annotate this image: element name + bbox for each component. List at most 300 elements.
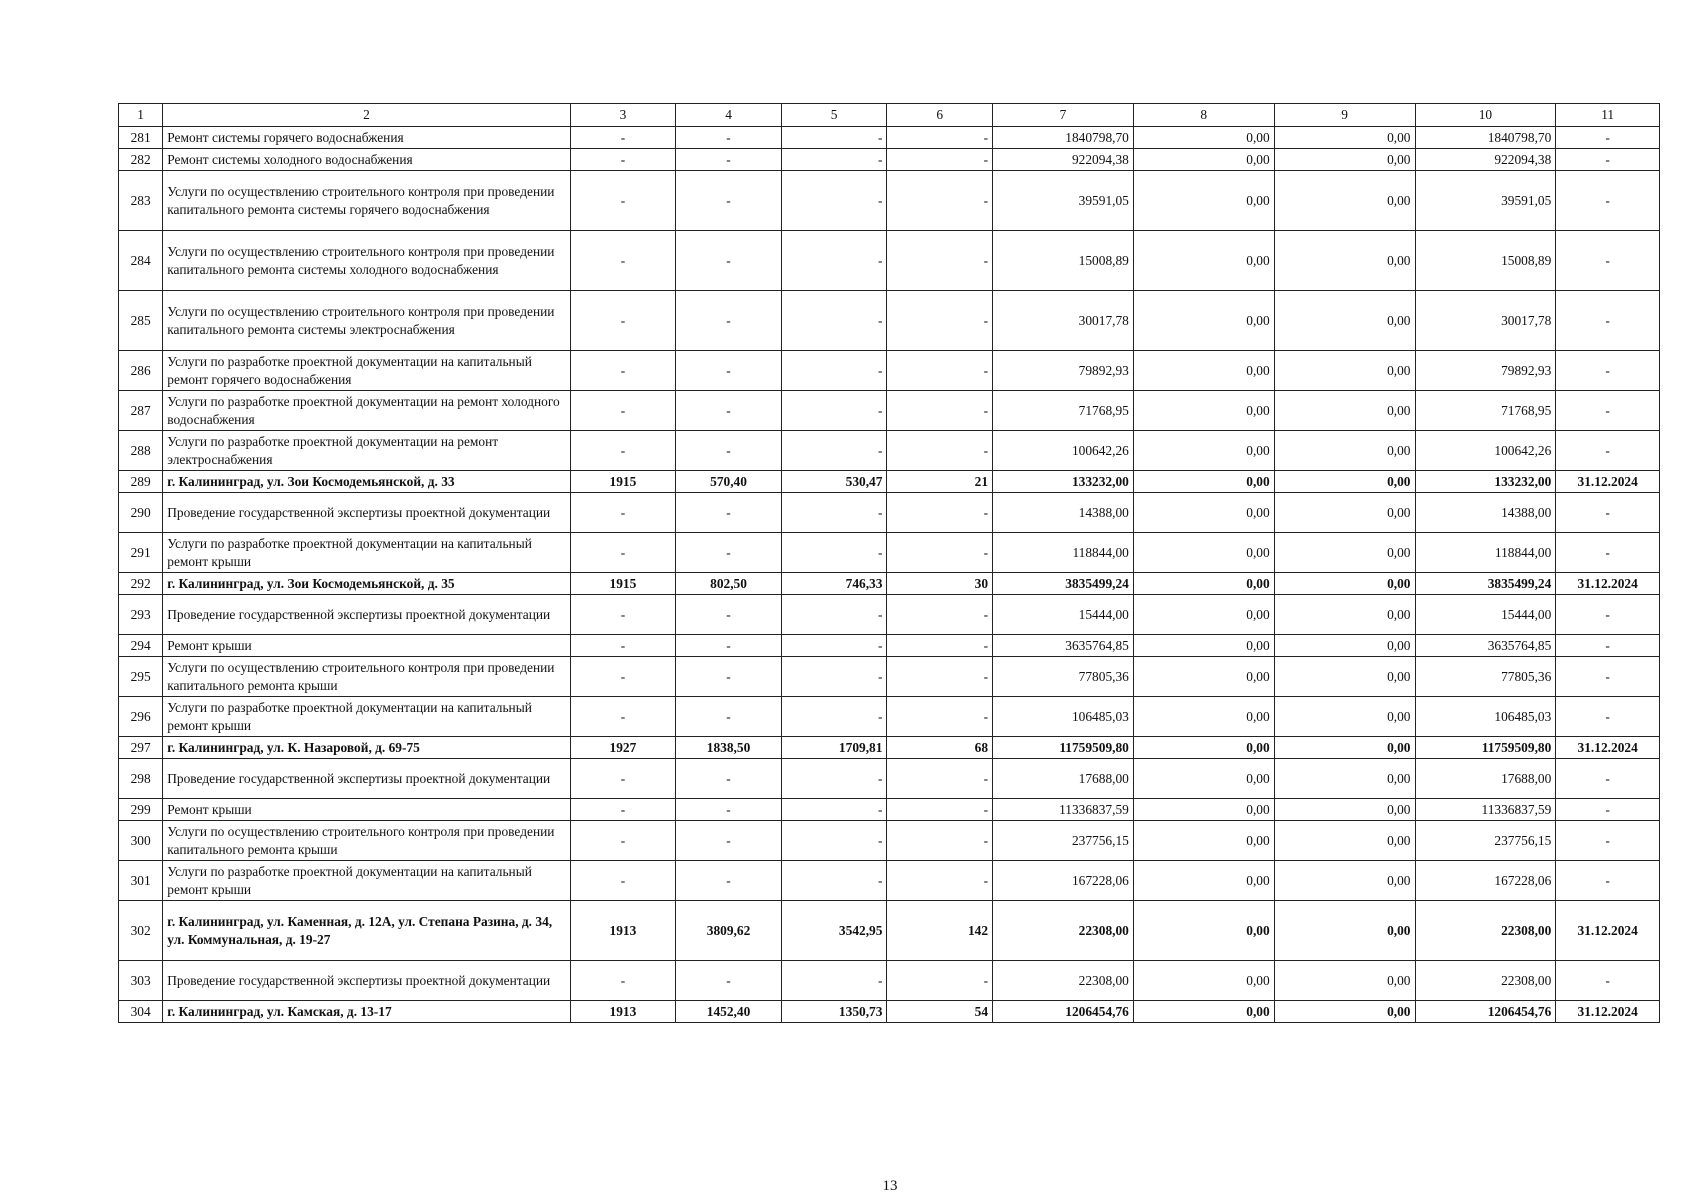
cost-total-cell: 118844,00	[993, 533, 1134, 573]
budget-cell: 0,00	[1274, 149, 1415, 171]
row-number-cell: 287	[119, 391, 163, 431]
year-cell: -	[570, 431, 676, 471]
year-cell: -	[570, 635, 676, 657]
fund-cell: 0,00	[1133, 901, 1274, 961]
total-area-cell: -	[676, 533, 782, 573]
table-row	[119, 901, 1660, 961]
residents-cell: -	[887, 759, 993, 799]
name-cell: Услуги по разработке проектной документации на капитальный ремонт крыши	[163, 697, 570, 737]
year-cell: -	[570, 127, 676, 149]
table-row	[119, 149, 1660, 171]
budget-cell: 0,00	[1274, 171, 1415, 231]
name-cell: Ремонт крыши	[163, 799, 570, 821]
cost-total-cell: 39591,05	[993, 171, 1134, 231]
budget-cell: 0,00	[1274, 471, 1415, 493]
total-area-cell: -	[676, 231, 782, 291]
cost-total-cell: 922094,38	[993, 149, 1134, 171]
table-row	[119, 595, 1660, 635]
owners-funds-cell: 71768,95	[1415, 391, 1556, 431]
cost-total-cell: 15444,00	[993, 595, 1134, 635]
name-cell: Услуги по осуществлению строительного контроля при проведении капитального ремонта крыши	[163, 821, 570, 861]
cost-total-cell: 11759509,80	[993, 737, 1134, 759]
table-row	[119, 493, 1660, 533]
owners-funds-cell: 15008,89	[1415, 231, 1556, 291]
total-area-cell: 570,40	[676, 471, 782, 493]
deadline-cell: -	[1556, 635, 1660, 657]
total-area-cell: -	[676, 635, 782, 657]
year-cell: -	[570, 533, 676, 573]
budget-cell: 0,00	[1274, 961, 1415, 1001]
name-cell: Услуги по разработке проектной документации на капитальный ремонт крыши	[163, 861, 570, 901]
cost-total-cell: 1840798,70	[993, 127, 1134, 149]
residents-cell: 21	[887, 471, 993, 493]
cost-total-cell: 22308,00	[993, 901, 1134, 961]
deadline-cell: -	[1556, 171, 1660, 231]
owners-funds-cell: 133232,00	[1415, 471, 1556, 493]
name-cell: г. Калининград, ул. Зои Космодемьянской, д. 33	[163, 471, 570, 493]
budget-cell: 0,00	[1274, 493, 1415, 533]
living-area-cell: 1709,81	[781, 737, 887, 759]
name-cell: Услуги по разработке проектной документации на капитальный ремонт крыши	[163, 533, 570, 573]
budget-cell: 0,00	[1274, 127, 1415, 149]
row-number-cell: 288	[119, 431, 163, 471]
name-cell: Услуги по осуществлению строительного контроля при проведении капитального ремонта крыши	[163, 657, 570, 697]
fund-cell: 0,00	[1133, 861, 1274, 901]
row-number-cell: 302	[119, 901, 163, 961]
owners-funds-cell: 15444,00	[1415, 595, 1556, 635]
owners-funds-cell: 22308,00	[1415, 961, 1556, 1001]
year-cell: -	[570, 171, 676, 231]
owners-funds-cell: 1206454,76	[1415, 1001, 1556, 1023]
total-area-cell: 802,50	[676, 573, 782, 595]
owners-funds-cell: 3835499,24	[1415, 573, 1556, 595]
year-cell: -	[570, 391, 676, 431]
owners-funds-cell: 30017,78	[1415, 291, 1556, 351]
fund-cell: 0,00	[1133, 595, 1274, 635]
year-cell: -	[570, 799, 676, 821]
header-row	[119, 104, 1660, 127]
fund-cell: 0,00	[1133, 149, 1274, 171]
owners-funds-cell: 11759509,80	[1415, 737, 1556, 759]
fund-cell: 0,00	[1133, 821, 1274, 861]
year-cell: 1913	[570, 901, 676, 961]
budget-cell: 0,00	[1274, 1001, 1415, 1023]
cost-total-cell: 237756,15	[993, 821, 1134, 861]
fund-cell: 0,00	[1133, 657, 1274, 697]
owners-funds-cell: 100642,26	[1415, 431, 1556, 471]
table-row	[119, 431, 1660, 471]
table-row	[119, 799, 1660, 821]
living-area-cell: -	[781, 595, 887, 635]
header-cell: 8	[1133, 104, 1274, 127]
row-number-cell: 283	[119, 171, 163, 231]
owners-funds-cell: 17688,00	[1415, 759, 1556, 799]
deadline-cell: 31.12.2024	[1556, 1001, 1660, 1023]
cost-total-cell: 17688,00	[993, 759, 1134, 799]
name-cell: Услуги по разработке проектной документации на ремонт холодного водоснабжения	[163, 391, 570, 431]
living-area-cell: -	[781, 291, 887, 351]
row-number-cell: 303	[119, 961, 163, 1001]
cost-total-cell: 167228,06	[993, 861, 1134, 901]
residents-cell: -	[887, 657, 993, 697]
table-row	[119, 291, 1660, 351]
deadline-cell: -	[1556, 533, 1660, 573]
residents-cell: -	[887, 697, 993, 737]
header-cell: 1	[119, 104, 163, 127]
fund-cell: 0,00	[1133, 127, 1274, 149]
residents-cell: 30	[887, 573, 993, 595]
deadline-cell: -	[1556, 291, 1660, 351]
cost-total-cell: 3835499,24	[993, 573, 1134, 595]
table-row	[119, 391, 1660, 431]
deadline-cell: -	[1556, 493, 1660, 533]
living-area-cell: 746,33	[781, 573, 887, 595]
fund-cell: 0,00	[1133, 737, 1274, 759]
fund-cell: 0,00	[1133, 351, 1274, 391]
name-cell: Проведение государственной экспертизы проектной документации	[163, 961, 570, 1001]
owners-funds-cell: 3635764,85	[1415, 635, 1556, 657]
deadline-cell: -	[1556, 861, 1660, 901]
cost-total-cell: 133232,00	[993, 471, 1134, 493]
fund-cell: 0,00	[1133, 171, 1274, 231]
living-area-cell: -	[781, 533, 887, 573]
table-row	[119, 471, 1660, 493]
living-area-cell: -	[781, 799, 887, 821]
row-number-cell: 304	[119, 1001, 163, 1023]
deadline-cell: 31.12.2024	[1556, 737, 1660, 759]
cost-total-cell: 11336837,59	[993, 799, 1134, 821]
name-cell: Ремонт системы горячего водоснабжения	[163, 127, 570, 149]
name-cell: г. Калининград, ул. Каменная, д. 12А, ул. Степана Разина, д. 34, ул. Коммунальная, д. 19-27	[163, 901, 570, 961]
cost-total-cell: 22308,00	[993, 961, 1134, 1001]
table-row	[119, 231, 1660, 291]
budget-cell: 0,00	[1274, 533, 1415, 573]
budget-cell: 0,00	[1274, 861, 1415, 901]
living-area-cell: -	[781, 171, 887, 231]
budget-cell: 0,00	[1274, 759, 1415, 799]
year-cell: -	[570, 821, 676, 861]
cost-total-cell: 77805,36	[993, 657, 1134, 697]
deadline-cell: -	[1556, 759, 1660, 799]
living-area-cell: -	[781, 431, 887, 471]
name-cell: г. Калининград, ул. К. Назаровой, д. 69-75	[163, 737, 570, 759]
living-area-cell: 1350,73	[781, 1001, 887, 1023]
owners-funds-cell: 14388,00	[1415, 493, 1556, 533]
budget-cell: 0,00	[1274, 573, 1415, 595]
deadline-cell: -	[1556, 351, 1660, 391]
fund-cell: 0,00	[1133, 291, 1274, 351]
residents-cell: -	[887, 961, 993, 1001]
total-area-cell: -	[676, 291, 782, 351]
owners-funds-cell: 922094,38	[1415, 149, 1556, 171]
year-cell: -	[570, 697, 676, 737]
cost-total-cell: 3635764,85	[993, 635, 1134, 657]
total-area-cell: -	[676, 759, 782, 799]
residents-cell: -	[887, 595, 993, 635]
name-cell: Проведение государственной экспертизы проектной документации	[163, 493, 570, 533]
fund-cell: 0,00	[1133, 431, 1274, 471]
living-area-cell: -	[781, 635, 887, 657]
cost-total-cell: 15008,89	[993, 231, 1134, 291]
residents-cell: 54	[887, 1001, 993, 1023]
table-header	[119, 104, 1660, 127]
owners-funds-cell: 167228,06	[1415, 861, 1556, 901]
year-cell: -	[570, 291, 676, 351]
fund-cell: 0,00	[1133, 635, 1274, 657]
name-cell: г. Калининград, ул. Зои Космодемьянской, д. 35	[163, 573, 570, 595]
row-number-cell: 299	[119, 799, 163, 821]
year-cell: 1913	[570, 1001, 676, 1023]
fund-cell: 0,00	[1133, 573, 1274, 595]
year-cell: -	[570, 149, 676, 171]
residents-cell: -	[887, 351, 993, 391]
residents-cell: -	[887, 635, 993, 657]
header-cell: 6	[887, 104, 993, 127]
name-cell: Проведение государственной экспертизы проектной документации	[163, 595, 570, 635]
living-area-cell: -	[781, 127, 887, 149]
residents-cell: -	[887, 127, 993, 149]
table-row	[119, 961, 1660, 1001]
budget-cell: 0,00	[1274, 657, 1415, 697]
row-number-cell: 298	[119, 759, 163, 799]
row-number-cell: 281	[119, 127, 163, 149]
page-number: 13	[882, 1178, 898, 1194]
cost-total-cell: 1206454,76	[993, 1001, 1134, 1023]
fund-cell: 0,00	[1133, 391, 1274, 431]
deadline-cell: -	[1556, 821, 1660, 861]
cost-total-cell: 71768,95	[993, 391, 1134, 431]
living-area-cell: -	[781, 493, 887, 533]
budget-cell: 0,00	[1274, 431, 1415, 471]
header-cell: 5	[781, 104, 887, 127]
owners-funds-cell: 77805,36	[1415, 657, 1556, 697]
year-cell: 1915	[570, 573, 676, 595]
total-area-cell: -	[676, 657, 782, 697]
table-row	[119, 171, 1660, 231]
table-row	[119, 635, 1660, 657]
residents-cell: -	[887, 291, 993, 351]
living-area-cell: -	[781, 657, 887, 697]
deadline-cell: 31.12.2024	[1556, 573, 1660, 595]
deadline-cell: 31.12.2024	[1556, 471, 1660, 493]
table-row	[119, 737, 1660, 759]
fund-cell: 0,00	[1133, 759, 1274, 799]
total-area-cell: 1838,50	[676, 737, 782, 759]
row-number-cell: 285	[119, 291, 163, 351]
year-cell: -	[570, 861, 676, 901]
total-area-cell: -	[676, 861, 782, 901]
name-cell: Услуги по осуществлению строительного контроля при проведении капитального ремонта системы холодного водоснабжения	[163, 231, 570, 291]
year-cell: -	[570, 595, 676, 635]
year-cell: -	[570, 351, 676, 391]
residents-cell: -	[887, 799, 993, 821]
deadline-cell: -	[1556, 127, 1660, 149]
name-cell: Услуги по разработке проектной документации на ремонт электроснабжения	[163, 431, 570, 471]
year-cell: -	[570, 759, 676, 799]
row-number-cell: 296	[119, 697, 163, 737]
year-cell: -	[570, 961, 676, 1001]
total-area-cell: -	[676, 171, 782, 231]
total-area-cell: -	[676, 149, 782, 171]
fund-cell: 0,00	[1133, 533, 1274, 573]
deadline-cell: -	[1556, 149, 1660, 171]
total-area-cell: -	[676, 493, 782, 533]
table-row	[119, 657, 1660, 697]
living-area-cell: -	[781, 231, 887, 291]
table-row	[119, 351, 1660, 391]
owners-funds-cell: 106485,03	[1415, 697, 1556, 737]
year-cell: 1927	[570, 737, 676, 759]
table-row	[119, 533, 1660, 573]
deadline-cell: -	[1556, 391, 1660, 431]
total-area-cell: -	[676, 697, 782, 737]
table-row	[119, 697, 1660, 737]
owners-funds-cell: 11336837,59	[1415, 799, 1556, 821]
owners-funds-cell: 39591,05	[1415, 171, 1556, 231]
name-cell: Проведение государственной экспертизы проектной документации	[163, 759, 570, 799]
residents-cell: 142	[887, 901, 993, 961]
header-cell: 9	[1274, 104, 1415, 127]
living-area-cell: -	[781, 759, 887, 799]
budget-cell: 0,00	[1274, 231, 1415, 291]
living-area-cell: -	[781, 861, 887, 901]
table-row	[119, 861, 1660, 901]
table-body	[119, 127, 1660, 1023]
header-cell: 11	[1556, 104, 1660, 127]
header-cell: 2	[163, 104, 570, 127]
residents-cell: -	[887, 533, 993, 573]
living-area-cell: -	[781, 391, 887, 431]
residents-cell: -	[887, 821, 993, 861]
total-area-cell: -	[676, 431, 782, 471]
budget-cell: 0,00	[1274, 595, 1415, 635]
deadline-cell: 31.12.2024	[1556, 901, 1660, 961]
deadline-cell: -	[1556, 231, 1660, 291]
residents-cell: 68	[887, 737, 993, 759]
residents-cell: -	[887, 861, 993, 901]
total-area-cell: 1452,40	[676, 1001, 782, 1023]
total-area-cell: -	[676, 127, 782, 149]
cost-total-cell: 30017,78	[993, 291, 1134, 351]
table-row	[119, 759, 1660, 799]
budget-cell: 0,00	[1274, 697, 1415, 737]
residents-cell: -	[887, 391, 993, 431]
budget-cell: 0,00	[1274, 391, 1415, 431]
table-row	[119, 573, 1660, 595]
row-number-cell: 286	[119, 351, 163, 391]
owners-funds-cell: 79892,93	[1415, 351, 1556, 391]
header-cell: 4	[676, 104, 782, 127]
deadline-cell: -	[1556, 697, 1660, 737]
budget-cell: 0,00	[1274, 901, 1415, 961]
row-number-cell: 282	[119, 149, 163, 171]
living-area-cell: -	[781, 351, 887, 391]
year-cell: 1915	[570, 471, 676, 493]
total-area-cell: -	[676, 351, 782, 391]
name-cell: Услуги по разработке проектной документации на капитальный ремонт горячего водоснабжения	[163, 351, 570, 391]
total-area-cell: 3809,62	[676, 901, 782, 961]
year-cell: -	[570, 493, 676, 533]
owners-funds-cell: 1840798,70	[1415, 127, 1556, 149]
total-area-cell: -	[676, 595, 782, 635]
budget-cell: 0,00	[1274, 635, 1415, 657]
year-cell: -	[570, 657, 676, 697]
budget-cell: 0,00	[1274, 351, 1415, 391]
deadline-cell: -	[1556, 657, 1660, 697]
name-cell: г. Калининград, ул. Камская, д. 13-17	[163, 1001, 570, 1023]
total-area-cell: -	[676, 821, 782, 861]
deadline-cell: -	[1556, 595, 1660, 635]
row-number-cell: 289	[119, 471, 163, 493]
budget-cell: 0,00	[1274, 821, 1415, 861]
fund-cell: 0,00	[1133, 1001, 1274, 1023]
residents-cell: -	[887, 493, 993, 533]
fund-cell: 0,00	[1133, 799, 1274, 821]
year-cell: -	[570, 231, 676, 291]
name-cell: Ремонт системы холодного водоснабжения	[163, 149, 570, 171]
residents-cell: -	[887, 149, 993, 171]
fund-cell: 0,00	[1133, 471, 1274, 493]
total-area-cell: -	[676, 391, 782, 431]
name-cell: Ремонт крыши	[163, 635, 570, 657]
deadline-cell: -	[1556, 431, 1660, 471]
budget-cell: 0,00	[1274, 737, 1415, 759]
fund-cell: 0,00	[1133, 231, 1274, 291]
row-number-cell: 295	[119, 657, 163, 697]
living-area-cell: -	[781, 821, 887, 861]
fund-cell: 0,00	[1133, 697, 1274, 737]
budget-cell: 0,00	[1274, 799, 1415, 821]
owners-funds-cell: 237756,15	[1415, 821, 1556, 861]
residents-cell: -	[887, 431, 993, 471]
living-area-cell: -	[781, 961, 887, 1001]
total-area-cell: -	[676, 799, 782, 821]
table-row	[119, 1001, 1660, 1023]
header-cell: 7	[993, 104, 1134, 127]
name-cell: Услуги по осуществлению строительного контроля при проведении капитального ремонта системы горячего водоснабжения	[163, 171, 570, 231]
data-table	[118, 103, 1660, 1023]
row-number-cell: 290	[119, 493, 163, 533]
living-area-cell: -	[781, 697, 887, 737]
fund-cell: 0,00	[1133, 493, 1274, 533]
table-row	[119, 821, 1660, 861]
budget-cell: 0,00	[1274, 291, 1415, 351]
deadline-cell: -	[1556, 961, 1660, 1001]
row-number-cell: 293	[119, 595, 163, 635]
cost-total-cell: 79892,93	[993, 351, 1134, 391]
owners-funds-cell: 118844,00	[1415, 533, 1556, 573]
cost-total-cell: 106485,03	[993, 697, 1134, 737]
cost-total-cell: 14388,00	[993, 493, 1134, 533]
total-area-cell: -	[676, 961, 782, 1001]
fund-cell: 0,00	[1133, 961, 1274, 1001]
row-number-cell: 300	[119, 821, 163, 861]
name-cell: Услуги по осуществлению строительного контроля при проведении капитального ремонта системы электроснабжения	[163, 291, 570, 351]
table-row	[119, 127, 1660, 149]
row-number-cell: 301	[119, 861, 163, 901]
row-number-cell: 291	[119, 533, 163, 573]
row-number-cell: 294	[119, 635, 163, 657]
header-cell: 3	[570, 104, 676, 127]
living-area-cell: -	[781, 149, 887, 171]
living-area-cell: 530,47	[781, 471, 887, 493]
residents-cell: -	[887, 171, 993, 231]
row-number-cell: 284	[119, 231, 163, 291]
row-number-cell: 297	[119, 737, 163, 759]
living-area-cell: 3542,95	[781, 901, 887, 961]
cost-total-cell: 100642,26	[993, 431, 1134, 471]
residents-cell: -	[887, 231, 993, 291]
